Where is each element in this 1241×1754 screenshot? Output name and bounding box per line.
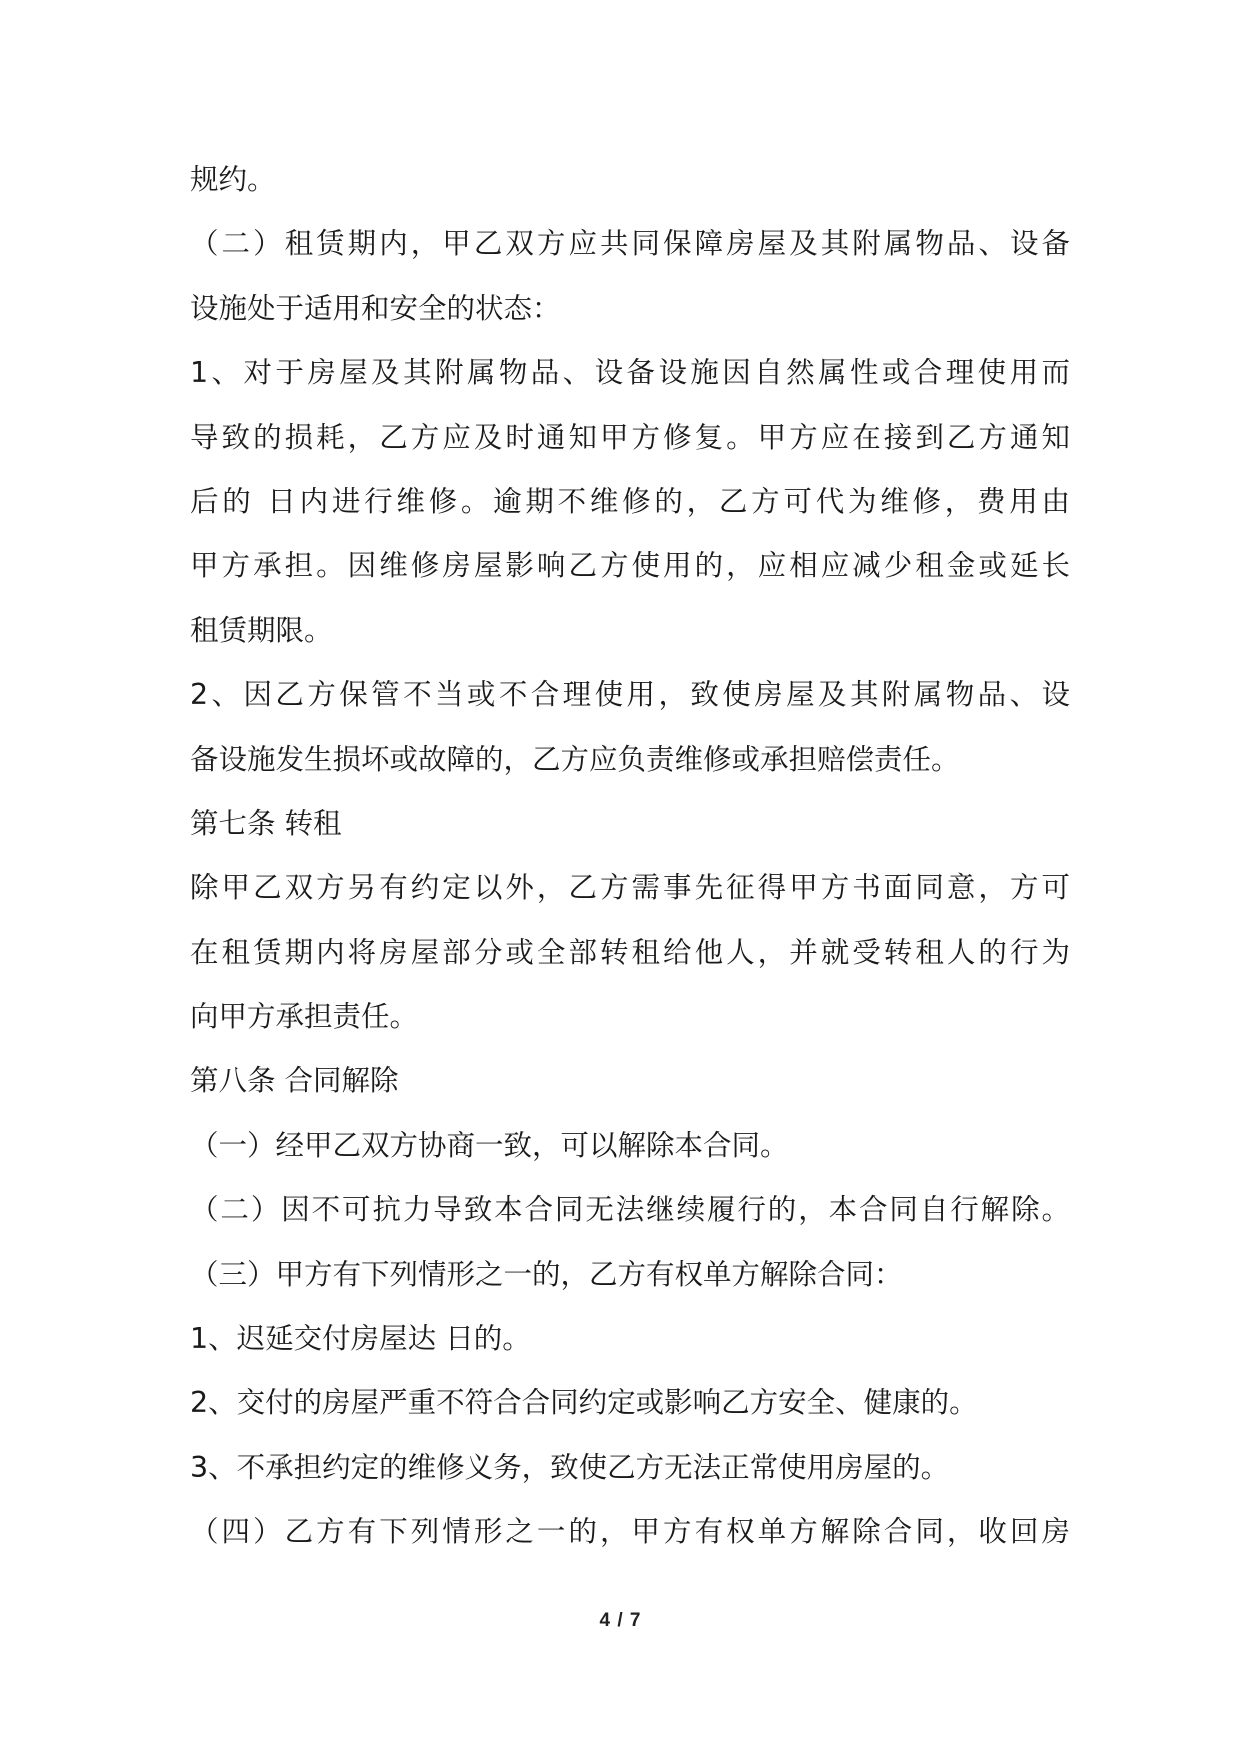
text-line: 向甲方承担责任。 <box>190 1000 419 1034</box>
page-number: 4 / 7 <box>599 1610 642 1631</box>
text-line: 1、对于房屋及其附属物品、设备设施因自然属性或合理使用而 <box>190 356 1070 390</box>
text-line: （三）甲方有下列情形之一的，乙方有权单方解除合同： <box>190 1257 903 1291</box>
text-line: 除甲乙双方另有约定以外，乙方需事先征得甲方书面同意，方可 <box>190 871 1070 905</box>
text-line: （二）因不可抗力导致本合同无法继续履行的，本合同自行解除。 <box>190 1193 1070 1227</box>
text-line: 后的 日内进行维修。逾期不维修的，乙方可代为维修，费用由 <box>190 484 1070 518</box>
text-line: 备设施发生损坏或故障的，乙方应负责维修或承担赔偿责任。 <box>190 742 960 776</box>
text-line: 甲方承担。因维修房屋影响乙方使用的，应相应减少租金或延长 <box>190 549 1070 583</box>
text-line: 租赁期限。 <box>190 613 333 647</box>
text-line: 2、交付的房屋严重不符合合同约定或影响乙方安全、健康的。 <box>190 1386 978 1420</box>
text-line: 1、迟延交付房屋达 日的。 <box>190 1322 531 1356</box>
text-line: 导致的损耗，乙方应及时通知甲方修复。甲方应在接到乙方通知 <box>190 420 1070 454</box>
text-line: 规约。 <box>190 163 276 196</box>
text-line: 2、因乙方保管不当或不合理使用，致使房屋及其附属物品、设 <box>190 678 1070 712</box>
text-line: 3、不承担约定的维修义务，致使乙方无法正常使用房屋的。 <box>190 1450 950 1484</box>
text-line: 设施处于适用和安全的状态： <box>190 291 561 325</box>
text-line: （四）乙方有下列情形之一的，甲方有权单方解除合同，收回房 <box>190 1515 1070 1549</box>
text-line: 第八条 合同解除 <box>190 1064 399 1098</box>
text-line: （二）租赁期内，甲乙双方应共同保障房屋及其附属物品、设备 <box>190 227 1070 261</box>
text-line: （一）经甲乙双方协商一致，可以解除本合同。 <box>190 1128 789 1162</box>
text-line: 第七条 转租 <box>190 806 342 840</box>
document-body <box>190 148 1070 1565</box>
text-line: 在租赁期内将房屋部分或全部转租给他人，并就受转租人的行为 <box>190 935 1070 969</box>
